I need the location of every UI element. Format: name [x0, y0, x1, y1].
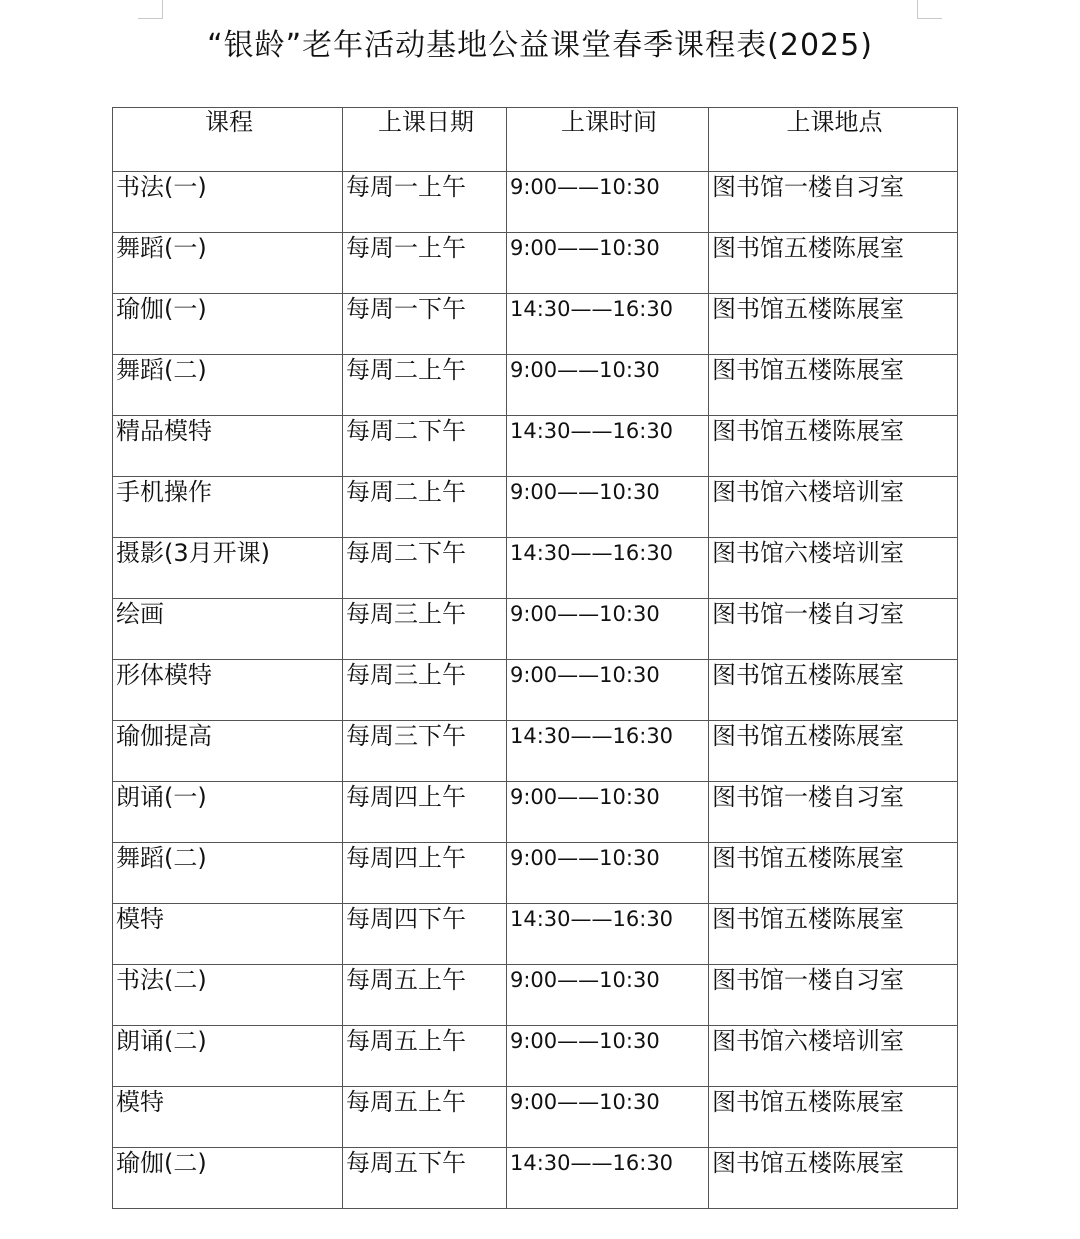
- cell-time: 9:00——10:30: [507, 172, 709, 233]
- cell-date: 每周四下午: [343, 904, 507, 965]
- cell-location: 图书馆五楼陈展室: [709, 416, 958, 477]
- cell-time: 14:30——16:30: [507, 721, 709, 782]
- cell-location: 图书馆五楼陈展室: [709, 355, 958, 416]
- cell-time: 14:30——16:30: [507, 538, 709, 599]
- table-row: [113, 843, 958, 904]
- cell-time: 9:00——10:30: [507, 1026, 709, 1087]
- table-row: [113, 904, 958, 965]
- table-header-row: [113, 108, 958, 172]
- cell-course: 精品模特: [113, 416, 343, 477]
- cell-location: 图书馆一楼自习室: [709, 965, 958, 1026]
- cell-course: 瑜伽提高: [113, 721, 343, 782]
- cell-course: 摄影(3月开课): [113, 538, 343, 599]
- page-corner-mark-left: [138, 0, 163, 19]
- cell-location: 图书馆五楼陈展室: [709, 1148, 958, 1209]
- table-row: [113, 416, 958, 477]
- table-row: [113, 355, 958, 416]
- cell-location: 图书馆一楼自习室: [709, 782, 958, 843]
- cell-location: 图书馆一楼自习室: [709, 599, 958, 660]
- cell-course: 朗诵(一): [113, 782, 343, 843]
- cell-course: 舞蹈(二): [113, 843, 343, 904]
- table-row: [113, 1026, 958, 1087]
- cell-course: 模特: [113, 1087, 343, 1148]
- table-row: [113, 782, 958, 843]
- cell-time: 9:00——10:30: [507, 1087, 709, 1148]
- cell-date: 每周一上午: [343, 233, 507, 294]
- cell-time: 9:00——10:30: [507, 355, 709, 416]
- cell-date: 每周二上午: [343, 477, 507, 538]
- cell-time: 9:00——10:30: [507, 599, 709, 660]
- cell-time: 14:30——16:30: [507, 294, 709, 355]
- cell-location: 图书馆一楼自习室: [709, 172, 958, 233]
- cell-date: 每周五上午: [343, 1026, 507, 1087]
- course-schedule-table: [112, 107, 958, 1209]
- cell-location: 图书馆六楼培训室: [709, 1026, 958, 1087]
- header-date: 上课日期: [343, 108, 507, 172]
- cell-date: 每周四上午: [343, 782, 507, 843]
- cell-location: 图书馆六楼培训室: [709, 477, 958, 538]
- header-course: 课程: [113, 108, 343, 172]
- cell-course: 书法(二): [113, 965, 343, 1026]
- cell-location: 图书馆五楼陈展室: [709, 294, 958, 355]
- header-time: 上课时间: [507, 108, 709, 172]
- table-row: [113, 172, 958, 233]
- cell-location: 图书馆五楼陈展室: [709, 843, 958, 904]
- cell-course: 瑜伽(一): [113, 294, 343, 355]
- cell-time: 14:30——16:30: [507, 1148, 709, 1209]
- table-row: [113, 233, 958, 294]
- cell-course: 舞蹈(二): [113, 355, 343, 416]
- table-row: [113, 599, 958, 660]
- cell-location: 图书馆六楼培训室: [709, 538, 958, 599]
- cell-course: 手机操作: [113, 477, 343, 538]
- cell-time: 9:00——10:30: [507, 477, 709, 538]
- table-body: [113, 172, 958, 1209]
- cell-course: 形体模特: [113, 660, 343, 721]
- table-row: [113, 965, 958, 1026]
- cell-date: 每周二上午: [343, 355, 507, 416]
- cell-date: 每周五下午: [343, 1148, 507, 1209]
- cell-course: 舞蹈(一): [113, 233, 343, 294]
- cell-time: 9:00——10:30: [507, 233, 709, 294]
- cell-course: 朗诵(二): [113, 1026, 343, 1087]
- cell-date: 每周二下午: [343, 538, 507, 599]
- cell-date: 每周三下午: [343, 721, 507, 782]
- cell-date: 每周一下午: [343, 294, 507, 355]
- cell-time: 9:00——10:30: [507, 660, 709, 721]
- cell-date: 每周二下午: [343, 416, 507, 477]
- cell-location: 图书馆五楼陈展室: [709, 1087, 958, 1148]
- table-row: [113, 1148, 958, 1209]
- cell-time: 9:00——10:30: [507, 782, 709, 843]
- header-location: 上课地点: [709, 108, 958, 172]
- cell-date: 每周三上午: [343, 599, 507, 660]
- table-row: [113, 1087, 958, 1148]
- cell-course: 模特: [113, 904, 343, 965]
- cell-date: 每周四上午: [343, 843, 507, 904]
- cell-date: 每周三上午: [343, 660, 507, 721]
- table-row: [113, 660, 958, 721]
- cell-time: 9:00——10:30: [507, 843, 709, 904]
- cell-time: 14:30——16:30: [507, 904, 709, 965]
- table-row: [113, 294, 958, 355]
- cell-location: 图书馆五楼陈展室: [709, 904, 958, 965]
- cell-location: 图书馆五楼陈展室: [709, 721, 958, 782]
- page-title: “银龄”老年活动基地公益课堂春季课程表(2025): [207, 28, 873, 63]
- cell-course: 瑜伽(二): [113, 1148, 343, 1209]
- table-row: [113, 721, 958, 782]
- cell-time: 14:30——16:30: [507, 416, 709, 477]
- cell-date: 每周五上午: [343, 965, 507, 1026]
- cell-course: 书法(一): [113, 172, 343, 233]
- cell-time: 9:00——10:30: [507, 965, 709, 1026]
- cell-location: 图书馆五楼陈展室: [709, 660, 958, 721]
- page-corner-mark-right: [917, 0, 942, 19]
- table-row: [113, 477, 958, 538]
- cell-date: 每周五上午: [343, 1087, 507, 1148]
- table-row: [113, 538, 958, 599]
- cell-course: 绘画: [113, 599, 343, 660]
- cell-location: 图书馆五楼陈展室: [709, 233, 958, 294]
- cell-date: 每周一上午: [343, 172, 507, 233]
